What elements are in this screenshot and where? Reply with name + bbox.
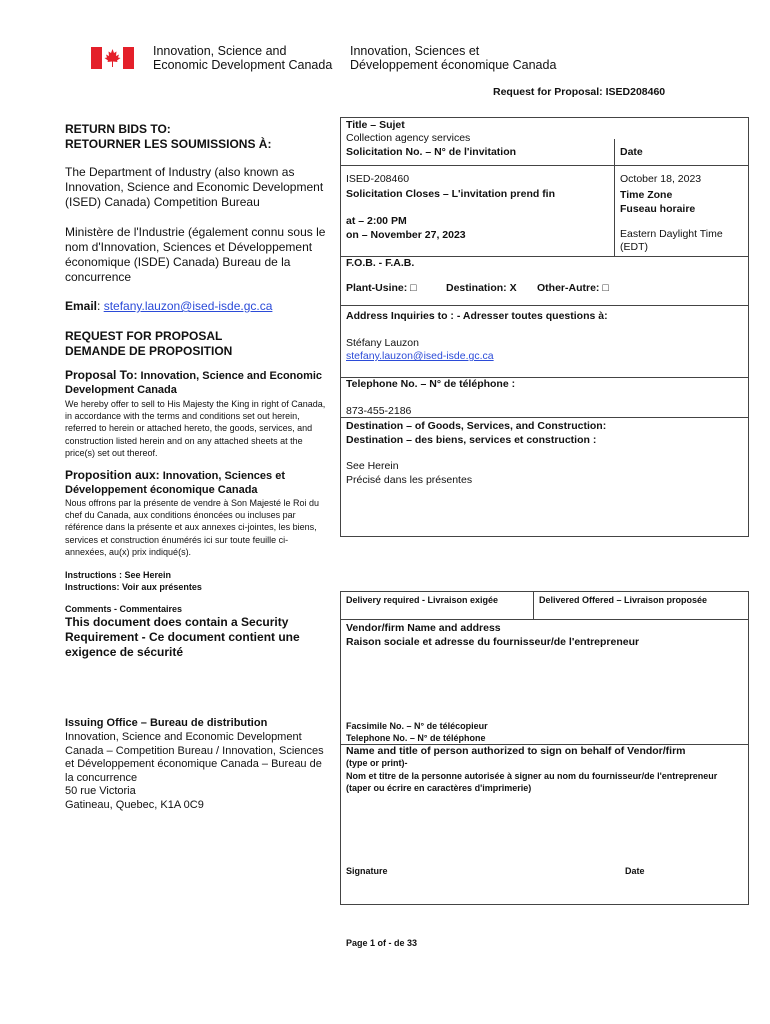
other-option[interactable]: Other-Autre: □: [537, 282, 609, 294]
comments-label: Comments - Commentaires: [65, 604, 183, 614]
email-label: Email: [65, 299, 98, 313]
authorized-label: Name and title of person authorized to sign on behalf of Vendor/firm: [346, 745, 686, 757]
email-line: Email: stefany.lauzon@ised-isde.gc.ca: [65, 299, 273, 313]
divider: [340, 305, 749, 306]
telephone-label: Telephone No. – N° de téléphone :: [346, 378, 516, 390]
rfp-title: REQUEST FOR PROPOSAL DEMANDE DE PROPOSITION: [65, 329, 233, 358]
plant-option[interactable]: Plant-Usine: □: [346, 282, 417, 294]
issuing-office-address: Innovation, Science and Economic Development Canada – Competition Bureau / Innovation, Sciences et Développement économique Canada – Bureau de la concurrence 50 rue Victoria Gatineau, Quebec, K1A 0C9: [65, 731, 324, 811]
department-en: The Department of Industry (also known as Innovation, Science and Economic Development (ISED) Canada) Competition Bureau: [65, 165, 324, 209]
email-link[interactable]: stefany.lauzon@ised-isde.gc.ca: [103, 299, 273, 313]
proposition-text: Nous offrons par la présente de vendre à Son Majesté le Roi du chef du Canada, aux conditions énoncées ou incluses par référence dans la présente et aux annexes ci-jointes, les biens, services et construction énumérés ici sur toute feuille ci-annexées, au(x) prix indiqué(s).: [65, 498, 319, 557]
date-value: October 18, 2023: [620, 173, 702, 185]
return-bids-heading: RETURN BIDS TO: RETOURNER LES SOUMISSIONS À:: [65, 122, 272, 151]
authorized-sub: (type or print)-: [346, 758, 408, 768]
proposition-value: Innovation, Sciences et Développement économique Canada: [65, 470, 285, 496]
divider: [614, 139, 615, 256]
signature-label: Signature: [346, 866, 388, 876]
canada-flag-icon: [91, 47, 134, 69]
page-number: Page 1 of - de 33: [346, 938, 418, 948]
destination-option[interactable]: Destination: X: [446, 282, 517, 294]
destination-goods-label: Destination – of Goods, Services, and Construction: Destination – des biens, services et construction :: [346, 420, 607, 446]
vendor-label: Vendor/firm Name and address Raison sociale et adresse du fournisseur/de l'entrepreneur: [346, 622, 640, 648]
issuing-office-label: Issuing Office – Bureau de distribution: [65, 717, 268, 729]
title-value: Collection agency services: [346, 132, 471, 144]
proposal-to: [65, 368, 327, 397]
instructions: Instructions : See Herein Instructions: Voir aux présentes: [65, 570, 202, 592]
divider: [340, 619, 749, 620]
delivery-required-label: Delivery required - Livraison exigée: [346, 595, 499, 605]
closes-at: at – 2:00 PM on – November 27, 2023: [346, 215, 466, 241]
destination-goods-value: See Herein Précisé dans les présentes: [346, 460, 473, 486]
telephone-value: 873-455-2186: [346, 405, 412, 417]
contact-name: Stéfany Lauzon: [346, 337, 419, 349]
divider: [340, 417, 749, 418]
proposal-to-value: Innovation, Science and Economic Development Canada: [65, 370, 323, 396]
inquiries-label: Address Inquiries to : - Adresser toutes questions à:: [346, 310, 608, 322]
time-zone-value: Eastern Daylight Time (EDT): [620, 228, 723, 253]
contact-email-link[interactable]: stefany.lauzon@ised-isde.gc.ca: [346, 350, 494, 362]
time-zone-label: Time Zone Fuseau horaire: [620, 189, 696, 215]
closes-label: Solicitation Closes – L'invitation prend fin: [346, 188, 556, 200]
authorized-fr: Nom et titre de la personne autorisée à signer au nom du fournisseur/de l'entrepreneur (taper ou écrire en caractères d'imprimerie): [346, 771, 718, 793]
solicitation-value: ISED-208460: [346, 173, 410, 185]
signature-date-label: Date: [625, 866, 645, 876]
solicitation-label: Solicitation No. – N° de l'invitation: [346, 146, 517, 158]
fob-label: F.O.B. - F.A.B.: [346, 257, 415, 269]
dept-name-en: Innovation, Science and Economic Development Canada: [153, 44, 333, 72]
proposal-to-label: Proposal To:: [65, 368, 138, 382]
fax-label: Facsimile No. – N° de télécopieur Telephone No. – N° de téléphone: [346, 721, 488, 743]
divider: [533, 591, 534, 619]
security-note: This document does contain a Security Requirement - Ce document contient une exigence de sécurité: [65, 615, 300, 659]
proposition-label: Proposition aux:: [65, 468, 160, 482]
title-label: Title – Sujet: [346, 119, 405, 131]
dept-name-fr: Innovation, Sciences et Développement économique Canada: [350, 44, 557, 72]
date-label: Date: [620, 146, 643, 158]
divider: [340, 165, 749, 166]
proposition: [65, 468, 327, 497]
rfp-number: Request for Proposal: ISED208460: [493, 86, 666, 98]
proposal-to-text: We hereby offer to sell to His Majesty the King in right of Canada, in accordance with the terms and conditions set out herein, referred to herein or attached hereto, the goods, services, and construction listed herein and on any attached sheets at the price(s) set out thereof.: [65, 399, 326, 458]
delivered-offered-label: Delivered Offered – Livraison proposée: [539, 595, 708, 605]
department-fr: Ministère de l'Industrie (également connu sous le nom d'Innovation, Sciences et Développement économique (ISDE) Canada) Bureau de la concurrence: [65, 225, 326, 284]
